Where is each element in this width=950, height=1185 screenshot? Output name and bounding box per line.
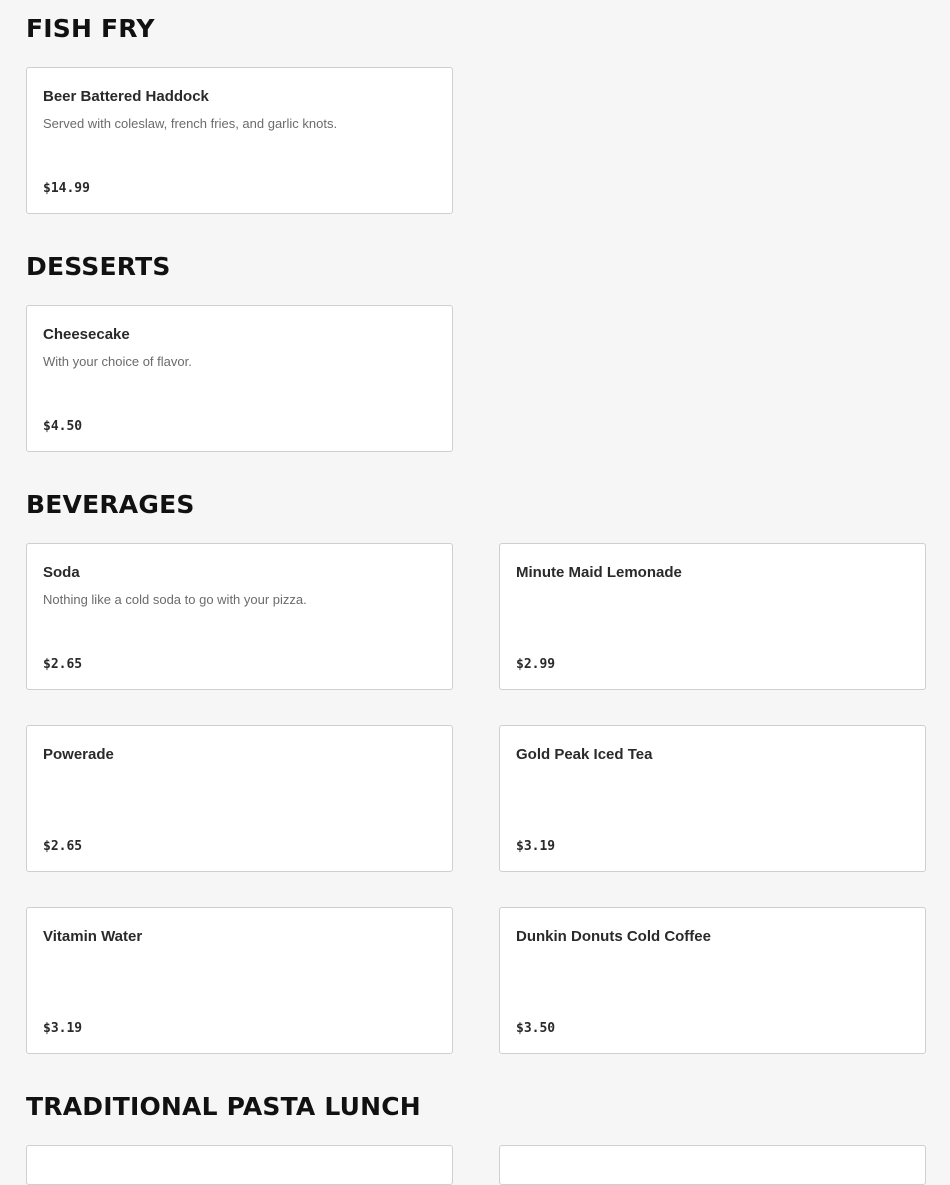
menu-item-price: $2.65 [43,657,83,672]
menu-item-name: Gold Peak Iced Tea [516,746,653,763]
section-title-desserts: DESSERTS [26,252,171,281]
menu-item-price: $14.99 [43,181,90,196]
section-title-traditional-pasta-lunch: TRADITIONAL PASTA LUNCH [26,1092,421,1121]
menu-item-name: Minute Maid Lemonade [516,564,682,581]
section-title-beverages: BEVERAGES [26,490,195,519]
menu-item-description: Served with coleslaw, french fries, and garlic knots. [43,116,338,131]
menu-item-card[interactable] [26,907,453,1054]
menu-item-card[interactable] [26,67,453,214]
menu-item-card[interactable] [499,543,926,690]
menu-item-name: Cheesecake [43,326,130,343]
menu-item-name: Beer Battered Haddock [43,88,209,105]
menu-item-price: $3.19 [516,839,556,854]
menu-item-card[interactable] [26,305,453,452]
menu-item-card[interactable] [26,543,453,690]
menu-item-description: Nothing like a cold soda to go with your pizza. [43,592,307,607]
menu-item-price: $3.50 [516,1021,556,1036]
menu-item-description: With your choice of flavor. [43,354,192,369]
menu-item-name: Dunkin Donuts Cold Coffee [516,928,711,945]
menu-item-card[interactable] [499,725,926,872]
menu-item-price: $4.50 [43,419,83,434]
menu-item-price: $2.65 [43,839,83,854]
menu-item-price: $2.99 [516,657,556,672]
menu-item-card[interactable] [26,725,453,872]
menu-item-name: Soda [43,564,80,581]
menu-item-name: Powerade [43,746,114,763]
menu-item-card[interactable] [499,907,926,1054]
section-title-fish-fry: FISH FRY [26,14,155,43]
menu-item-card[interactable] [26,1145,453,1185]
menu-item-card[interactable] [499,1145,926,1185]
menu-item-name: Vitamin Water [43,928,143,945]
menu-item-price: $3.19 [43,1021,83,1036]
